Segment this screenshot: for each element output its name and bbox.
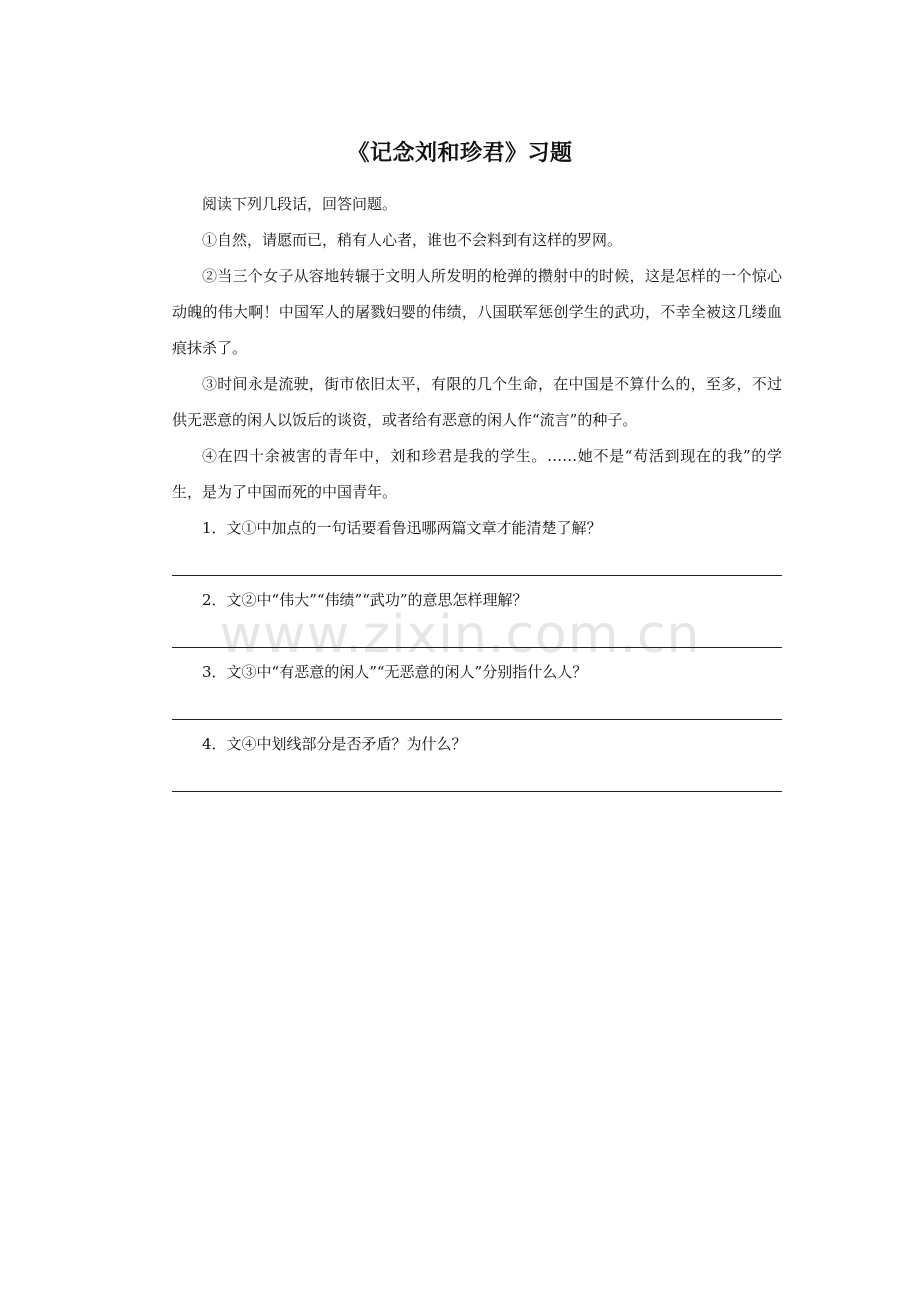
passage-paragraph-3: ③时间永是流驶，街市依旧太平，有限的几个生命，在中国是不算什么的，至多，不过供无恶意的闲人以饭后的谈资，或者给有恶意的闲人作“流言”的种子。 — [172, 375, 782, 429]
document-title: 《记念刘和珍君》习题 — [347, 141, 573, 166]
intro-text: 阅读下列几段话，回答问题。 — [202, 195, 398, 213]
passage-paragraph-1: ①自然，请愿而已，稍有人心者，谁也不会料到有这样的罗网。 — [202, 231, 623, 249]
answer-line-1[interactable] — [172, 540, 782, 576]
question-1: 1．文①中加点的一句话要看鲁迅哪两篇文章才能清楚了解？ — [202, 519, 602, 537]
passage-paragraph-2: ②当三个女子从容地转辗于文明人所发明的枪弹的攒射中的时候，这是怎样的一个惊心动魄的伟大啊！中国军人的屠戮妇婴的伟绩，八国联军惩创学生的武功，不幸全被这几缕血痕抹杀了。 — [172, 267, 782, 357]
question-block-4 — [172, 726, 782, 798]
question-block-2 — [172, 582, 782, 654]
answer-line-2[interactable] — [172, 612, 782, 648]
passage-paragraph-4: ④在四十余被害的青年中，刘和珍君是我的学生。……她不是“苟活到现在的我”的学生，是为了中国而死的中国青年。 — [172, 447, 782, 501]
question-block-1 — [172, 510, 782, 582]
document-body — [172, 186, 782, 798]
answer-line-3[interactable] — [172, 684, 782, 720]
question-4: 4．文④中划线部分是否矛盾？为什么？ — [202, 735, 467, 753]
answer-line-4[interactable] — [172, 756, 782, 792]
question-3: 3．文③中“有恶意的闲人”“无恶意的闲人”分别指什么人？ — [202, 663, 588, 681]
watermark-text: www.zixin.com.cn — [219, 605, 701, 665]
question-block-3 — [172, 654, 782, 726]
question-2: 2．文②中“伟大”“伟绩”“武功”的意思怎样理解？ — [202, 591, 528, 609]
